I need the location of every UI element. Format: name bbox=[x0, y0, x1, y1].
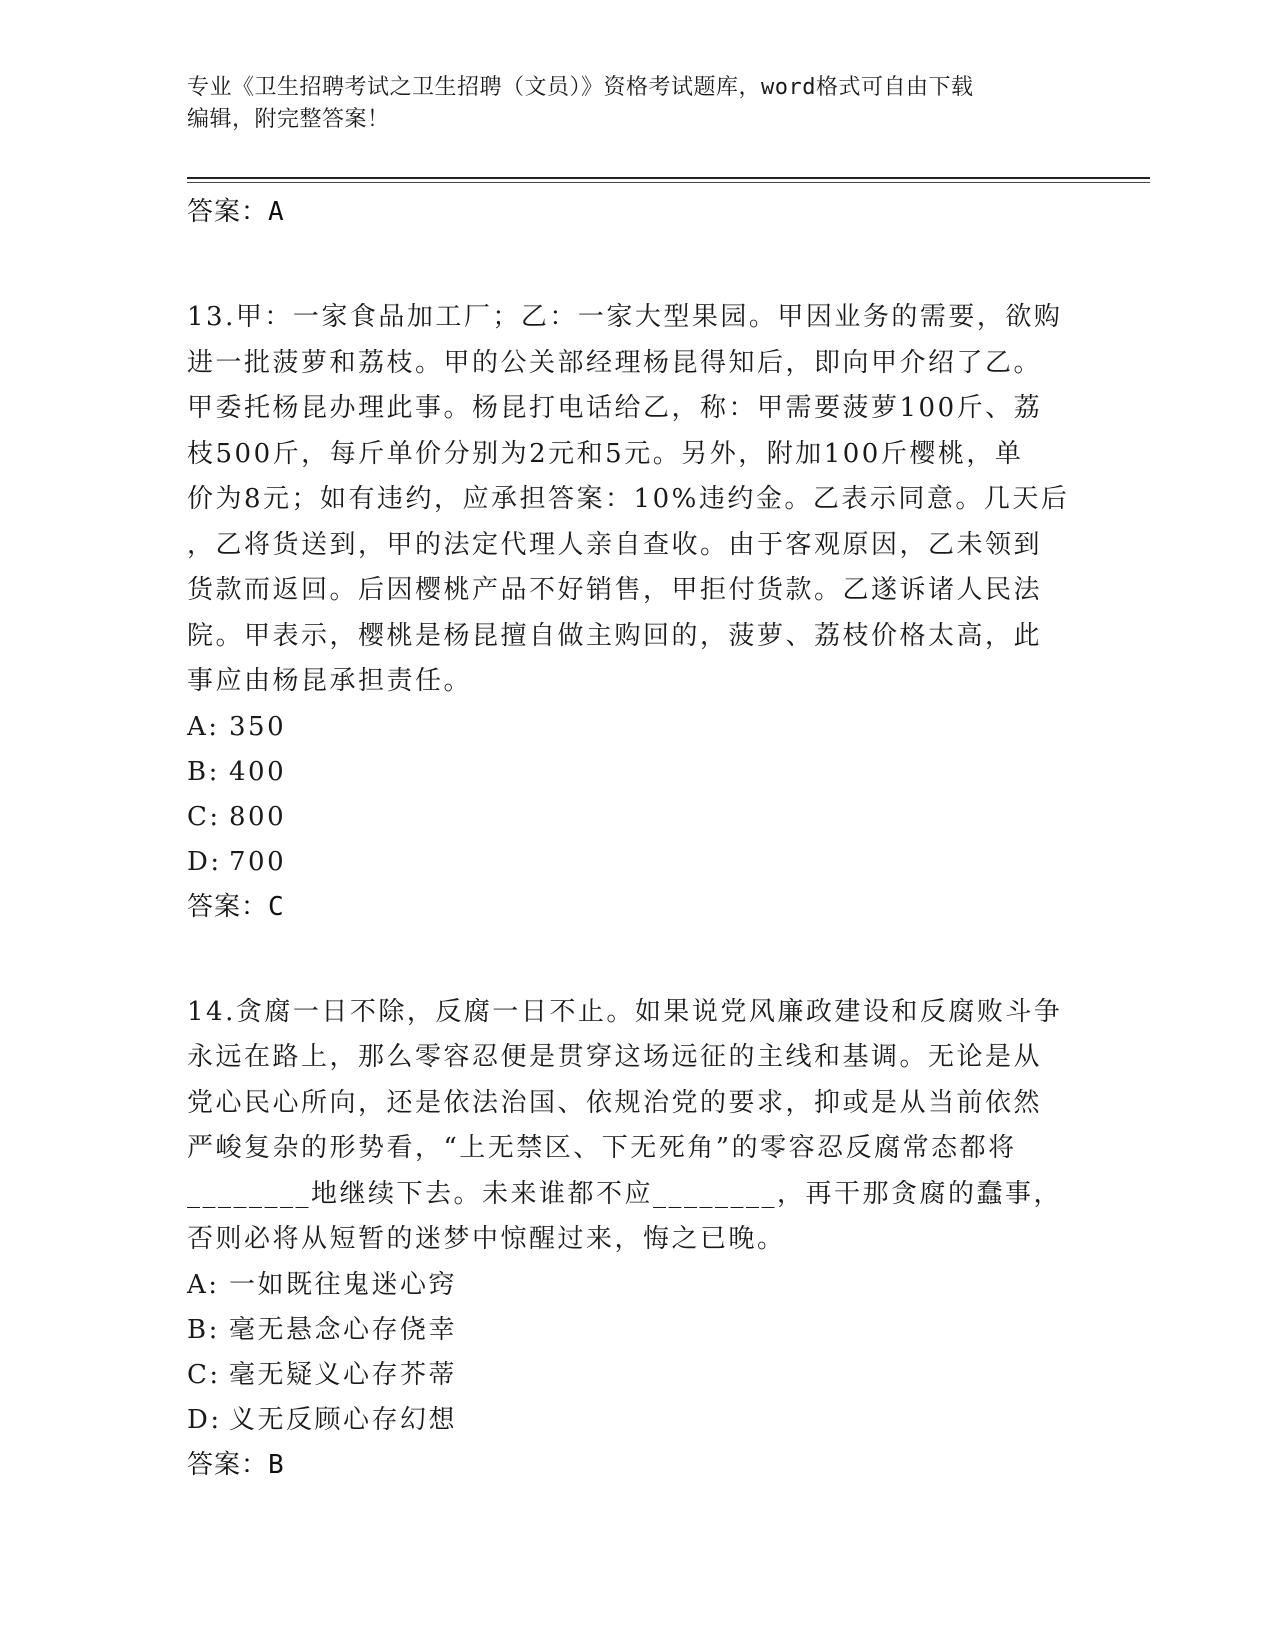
question-line: 甲委托杨昆办理此事。杨昆打电话给乙，称：甲需要菠萝100斤、荔 bbox=[187, 393, 1043, 423]
option-text: 一如既往鬼迷心窍 bbox=[229, 1269, 458, 1300]
question-13-stem bbox=[187, 295, 1087, 705]
answer-label: 答案： bbox=[187, 891, 269, 922]
previous-answer bbox=[187, 190, 1087, 235]
question-line: 院。甲表示，樱桃是杨昆擅自做主购回的，菠萝、荔枝价格太高，此 bbox=[187, 620, 1043, 651]
option-a bbox=[187, 705, 1087, 750]
question-14-answer bbox=[187, 1443, 1087, 1488]
option-label: B: bbox=[187, 756, 220, 787]
option-text: 义无反顾心存幻想 bbox=[229, 1404, 458, 1435]
question-line: 14.贪腐一日不除，反腐一日不止。如果说党风廉政建设和反腐败斗争 bbox=[187, 996, 1063, 1027]
option-text: 800 bbox=[229, 801, 287, 832]
question-14 bbox=[187, 990, 1087, 1488]
spacer bbox=[187, 930, 1087, 990]
option-d bbox=[187, 840, 1087, 885]
header-line-1: 专业《卫生招聘考试之卫生招聘（文员）》资格考试题库，word格式可自由下载 bbox=[187, 75, 974, 100]
option-c bbox=[187, 1353, 1087, 1398]
document-header bbox=[187, 72, 1067, 136]
option-label: B: bbox=[187, 1314, 220, 1345]
option-label: A: bbox=[187, 1269, 220, 1300]
option-text: 400 bbox=[229, 756, 287, 787]
question-line: ，乙将货送到，甲的法定代理人亲自查收。由于客观原因，乙未领到 bbox=[187, 529, 1043, 560]
option-text: 350 bbox=[229, 711, 287, 742]
question-line: 枝500斤，每斤单价分别为2元和5元。另外，附加100斤樱桃，单 bbox=[187, 438, 1024, 469]
question-line: 党心民心所向，还是依法治国、依规治党的要求，抑或是从当前依然 bbox=[187, 1087, 1043, 1118]
option-label: A: bbox=[187, 711, 220, 742]
answer-value: A bbox=[268, 197, 285, 227]
question-14-stem bbox=[187, 990, 1087, 1263]
answer-value: B bbox=[268, 1449, 285, 1480]
answer-label: 答案： bbox=[187, 197, 269, 227]
option-d bbox=[187, 1398, 1087, 1443]
question-line: 事应由杨昆承担责任。 bbox=[187, 666, 473, 696]
question-line: 货款而返回。后因樱桃产品不好销售，甲拒付货款。乙遂诉诸人民法 bbox=[187, 575, 1043, 605]
question-13-answer bbox=[187, 885, 1087, 930]
option-text: 毫无悬念心存侥幸 bbox=[229, 1314, 458, 1345]
question-line: 价为8元；如有违约，应承担答案：10%违约金。乙表示同意。几天后 bbox=[187, 484, 1070, 514]
option-a bbox=[187, 1263, 1087, 1308]
question-line: 进一批菠萝和荔枝。甲的公关部经理杨昆得知后，即向甲介绍了乙。 bbox=[187, 347, 1043, 378]
question-line: 严峻复杂的形势看，“上无禁区、下无死角”的零容忍反腐常态都将 bbox=[187, 1133, 1017, 1163]
option-label: C: bbox=[187, 801, 221, 832]
option-text: 700 bbox=[229, 846, 287, 877]
spacer bbox=[187, 235, 1087, 295]
option-label: D: bbox=[187, 846, 222, 877]
option-b bbox=[187, 750, 1087, 795]
header-divider-thin bbox=[187, 182, 1150, 183]
option-label: C: bbox=[187, 1359, 221, 1390]
header-line-2: 编辑，附完整答案！ bbox=[187, 107, 390, 132]
option-label: D: bbox=[187, 1404, 222, 1435]
question-line: 永远在路上，那么零容忍便是贯穿这场远征的主线和基调。无论是从 bbox=[187, 1042, 1043, 1072]
option-c bbox=[187, 795, 1087, 840]
option-text: 毫无疑义心存芥蒂 bbox=[229, 1359, 458, 1390]
option-b bbox=[187, 1308, 1087, 1353]
header-divider-thick bbox=[187, 177, 1150, 179]
question-line: 13.甲：一家食品加工厂；乙：一家大型果园。甲因业务的需要，欲购 bbox=[187, 302, 1063, 332]
document-body bbox=[187, 190, 1087, 1488]
question-line: 否则必将从短暂的迷梦中惊醒过来，悔之已晚。 bbox=[187, 1224, 786, 1254]
question-line: ________地继续下去。未来谁都不应________，再干那贪腐的蠢事， bbox=[187, 1178, 1063, 1209]
answer-label: 答案： bbox=[187, 1449, 269, 1480]
answer-value: C bbox=[268, 891, 285, 922]
question-13 bbox=[187, 295, 1087, 930]
